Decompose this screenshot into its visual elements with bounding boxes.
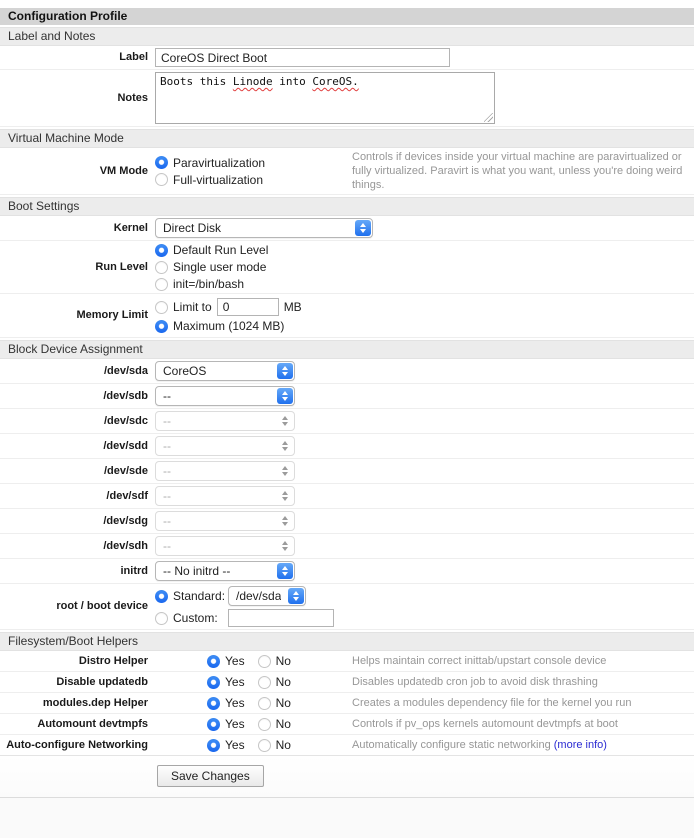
radio-unselected-icon [155, 173, 168, 186]
helper-help-text: Disables updatedb cron job to avoid disk thrashing [352, 676, 598, 688]
run-level-default-radio[interactable] [155, 243, 352, 257]
memory-maximum-radio[interactable] [155, 319, 352, 333]
vm-mode-label: VM Mode [99, 164, 148, 177]
notes-text-misspelled: Linode [232, 75, 273, 88]
sdg-select-value: -- [163, 514, 171, 528]
sde-select-value: -- [163, 464, 171, 478]
helper-label: Automount devtmpfs [37, 717, 148, 730]
notes-text: Boots this [160, 75, 233, 88]
radio-selected-icon [207, 718, 220, 731]
device-label: /dev/sdc [103, 414, 148, 427]
initrd-select[interactable] [155, 561, 295, 581]
distro-helper-no-radio[interactable] [258, 654, 291, 668]
device-row-sdb [0, 384, 694, 409]
notes-field-label: Notes [117, 91, 148, 104]
initrd-row [0, 559, 694, 584]
save-row [0, 756, 694, 798]
resize-grip-icon[interactable] [484, 113, 493, 122]
radio-unselected-icon [258, 676, 271, 689]
save-changes-button[interactable]: Save Changes [157, 765, 264, 787]
root-standard-select[interactable] [228, 586, 306, 606]
root-standard-select-value: /dev/sda [236, 589, 282, 603]
select-arrows-icon [277, 563, 293, 579]
sdc-select-disabled [155, 411, 295, 431]
select-arrows-icon [277, 538, 293, 554]
radio-option-label: Yes [225, 696, 245, 710]
footer-band [0, 798, 694, 838]
radio-option-label: Default Run Level [173, 243, 269, 257]
auto-configure-networking-no-radio[interactable] [258, 738, 291, 752]
sdg-select-disabled [155, 511, 295, 531]
page-title: Configuration Profile [0, 8, 694, 25]
device-label: /dev/sdg [103, 514, 148, 527]
section-filesystem-boot-helpers: Filesystem/Boot Helpers [0, 632, 694, 651]
radio-selected-icon [207, 739, 220, 752]
radio-selected-icon [155, 156, 168, 169]
radio-selected-icon [155, 320, 168, 333]
select-arrows-icon [277, 388, 293, 404]
radio-unselected-icon [258, 739, 271, 752]
select-arrows-icon [277, 363, 293, 379]
memory-limit-label: Memory Limit [76, 309, 148, 321]
vm-mode-row [0, 148, 694, 195]
helper-help-text-part: Automatically configure static networking [352, 739, 554, 751]
more-info-link[interactable]: (more info) [553, 739, 607, 751]
sdd-select-value: -- [163, 439, 171, 453]
radio-selected-icon [155, 244, 168, 257]
radio-unselected-icon [155, 261, 168, 274]
radio-option-label: Yes [225, 738, 245, 752]
device-label: /dev/sdh [103, 539, 148, 552]
radio-unselected-icon [258, 655, 271, 668]
device-row-sdg [0, 509, 694, 534]
helper-label: modules.dep Helper [42, 696, 148, 709]
radio-selected-icon [155, 590, 168, 603]
sdh-select-disabled [155, 536, 295, 556]
notes-textarea[interactable] [155, 72, 495, 124]
device-label: /dev/sdd [103, 439, 148, 452]
label-field-label: Label [119, 51, 148, 63]
sdd-select-disabled [155, 436, 295, 456]
helper-help-text: Controls if pv_ops kernels automount devtmpfs at boot [352, 718, 618, 730]
device-row-sdf [0, 484, 694, 509]
radio-unselected-icon [155, 278, 168, 291]
sdb-select-value: -- [163, 389, 171, 403]
radio-option-label: No [275, 654, 291, 668]
radio-option-label: Maximum (1024 MB) [173, 319, 285, 333]
section-boot-settings: Boot Settings [0, 197, 694, 216]
automount-devtmpfs-yes-radio[interactable] [207, 717, 245, 731]
root-boot-device-row [0, 584, 694, 630]
select-arrows-icon [277, 513, 293, 529]
radio-option-label: Yes [225, 675, 245, 689]
radio-unselected-icon [155, 612, 168, 625]
radio-option-label: Single user mode [173, 260, 267, 274]
sdb-select[interactable] [155, 386, 295, 406]
radio-option-label: Yes [225, 654, 245, 668]
select-arrows-icon [288, 588, 304, 604]
sda-select-value: CoreOS [163, 364, 207, 378]
section-block-device-assignment: Block Device Assignment [0, 340, 694, 359]
distro-helper-yes-radio[interactable] [207, 654, 245, 668]
configuration-profile-page [0, 8, 694, 838]
sde-select-disabled [155, 461, 295, 481]
disable-updatedb-no-radio[interactable] [258, 675, 291, 689]
sdf-select-value: -- [163, 489, 171, 503]
auto-configure-networking-yes-radio[interactable] [207, 738, 245, 752]
device-label: /dev/sde [103, 464, 148, 477]
notes-row [0, 70, 694, 127]
radio-option-label: Limit to [173, 300, 212, 314]
helper-row-networking [0, 735, 694, 756]
run-level-row [0, 241, 694, 294]
label-row [0, 46, 694, 70]
helper-label: Disable updatedb [56, 675, 148, 688]
device-label: /dev/sdf [106, 489, 148, 502]
run-level-single-user-radio[interactable] [155, 260, 352, 274]
radio-option-label: No [275, 717, 291, 731]
root-standard-radio[interactable] [155, 586, 352, 606]
helper-label: Distro Helper [78, 654, 148, 667]
select-arrows-icon [355, 220, 371, 236]
radio-option-label: Full-virtualization [173, 172, 264, 187]
notes-text: into [272, 75, 313, 88]
vm-mode-help-text: Controls if devices inside your virtual machine are paravirtualized or fully virtualized. Paravirt is what you want, unless you're doing weird things. [352, 151, 683, 191]
select-arrows-icon [277, 463, 293, 479]
device-row-sdd [0, 434, 694, 459]
device-label: /dev/sda [103, 364, 148, 377]
label-input[interactable] [155, 48, 450, 67]
radio-option-label: No [275, 696, 291, 710]
radio-option-label: Yes [225, 717, 245, 731]
radio-option-label: No [275, 675, 291, 689]
root-custom-radio[interactable] [155, 609, 352, 627]
root-boot-device-label: root / boot device [56, 600, 148, 612]
kernel-select-value: Direct Disk [163, 221, 222, 235]
device-row-sda [0, 359, 694, 384]
radio-option-label: Standard: [173, 589, 226, 603]
helper-help-text: Creates a modules dependency file for the kernel you run [352, 697, 632, 709]
memory-limit-input[interactable] [217, 298, 279, 316]
vm-mode-full-virtualization-radio[interactable] [155, 173, 352, 187]
kernel-row [0, 216, 694, 241]
section-label-and-notes: Label and Notes [0, 27, 694, 46]
radio-unselected-icon [155, 301, 168, 314]
sdh-select-value: -- [163, 539, 171, 553]
radio-selected-icon [207, 655, 220, 668]
select-arrows-icon [277, 413, 293, 429]
radio-selected-icon [207, 676, 220, 689]
run-level-label: Run Level [95, 260, 148, 273]
helper-row-modules-dep [0, 693, 694, 714]
disable-updatedb-yes-radio[interactable] [207, 675, 245, 689]
device-row-sde [0, 459, 694, 484]
helper-row-updatedb [0, 672, 694, 693]
radio-unselected-icon [258, 718, 271, 731]
memory-limit-unit: MB [283, 300, 302, 314]
device-row-sdh [0, 534, 694, 559]
kernel-select[interactable] [155, 218, 373, 238]
helper-row-devtmpfs [0, 714, 694, 735]
run-level-init-binbash-radio[interactable] [155, 277, 352, 291]
initrd-select-value: -- No initrd -- [163, 564, 231, 578]
memory-limit-row [0, 294, 694, 338]
device-row-sdc [0, 409, 694, 434]
sdf-select-disabled [155, 486, 295, 506]
initrd-label: initrd [120, 564, 148, 577]
vm-mode-paravirtualization-radio[interactable] [155, 156, 352, 170]
helper-help-text: Helps maintain correct inittab/upstart console device [352, 655, 607, 667]
select-arrows-icon [277, 488, 293, 504]
select-arrows-icon [277, 438, 293, 454]
radio-option-label: init=/bin/bash [173, 277, 245, 291]
helper-help-text [352, 738, 694, 752]
radio-option-label: Custom: [173, 611, 218, 625]
root-custom-input[interactable] [228, 609, 334, 627]
section-virtual-machine-mode: Virtual Machine Mode [0, 129, 694, 148]
radio-option-label: Paravirtualization [173, 155, 266, 170]
sda-select[interactable] [155, 361, 295, 381]
automount-devtmpfs-no-radio[interactable] [258, 717, 291, 731]
helper-label: Auto-configure Networking [6, 738, 148, 751]
notes-text-misspelled: CoreOS. [312, 75, 359, 88]
sdc-select-value: -- [163, 414, 171, 428]
kernel-label: Kernel [113, 221, 148, 234]
radio-option-label: No [275, 738, 291, 752]
helper-row-distro [0, 651, 694, 672]
device-label: /dev/sdb [103, 389, 148, 402]
memory-limit-to-radio[interactable] [155, 298, 352, 316]
